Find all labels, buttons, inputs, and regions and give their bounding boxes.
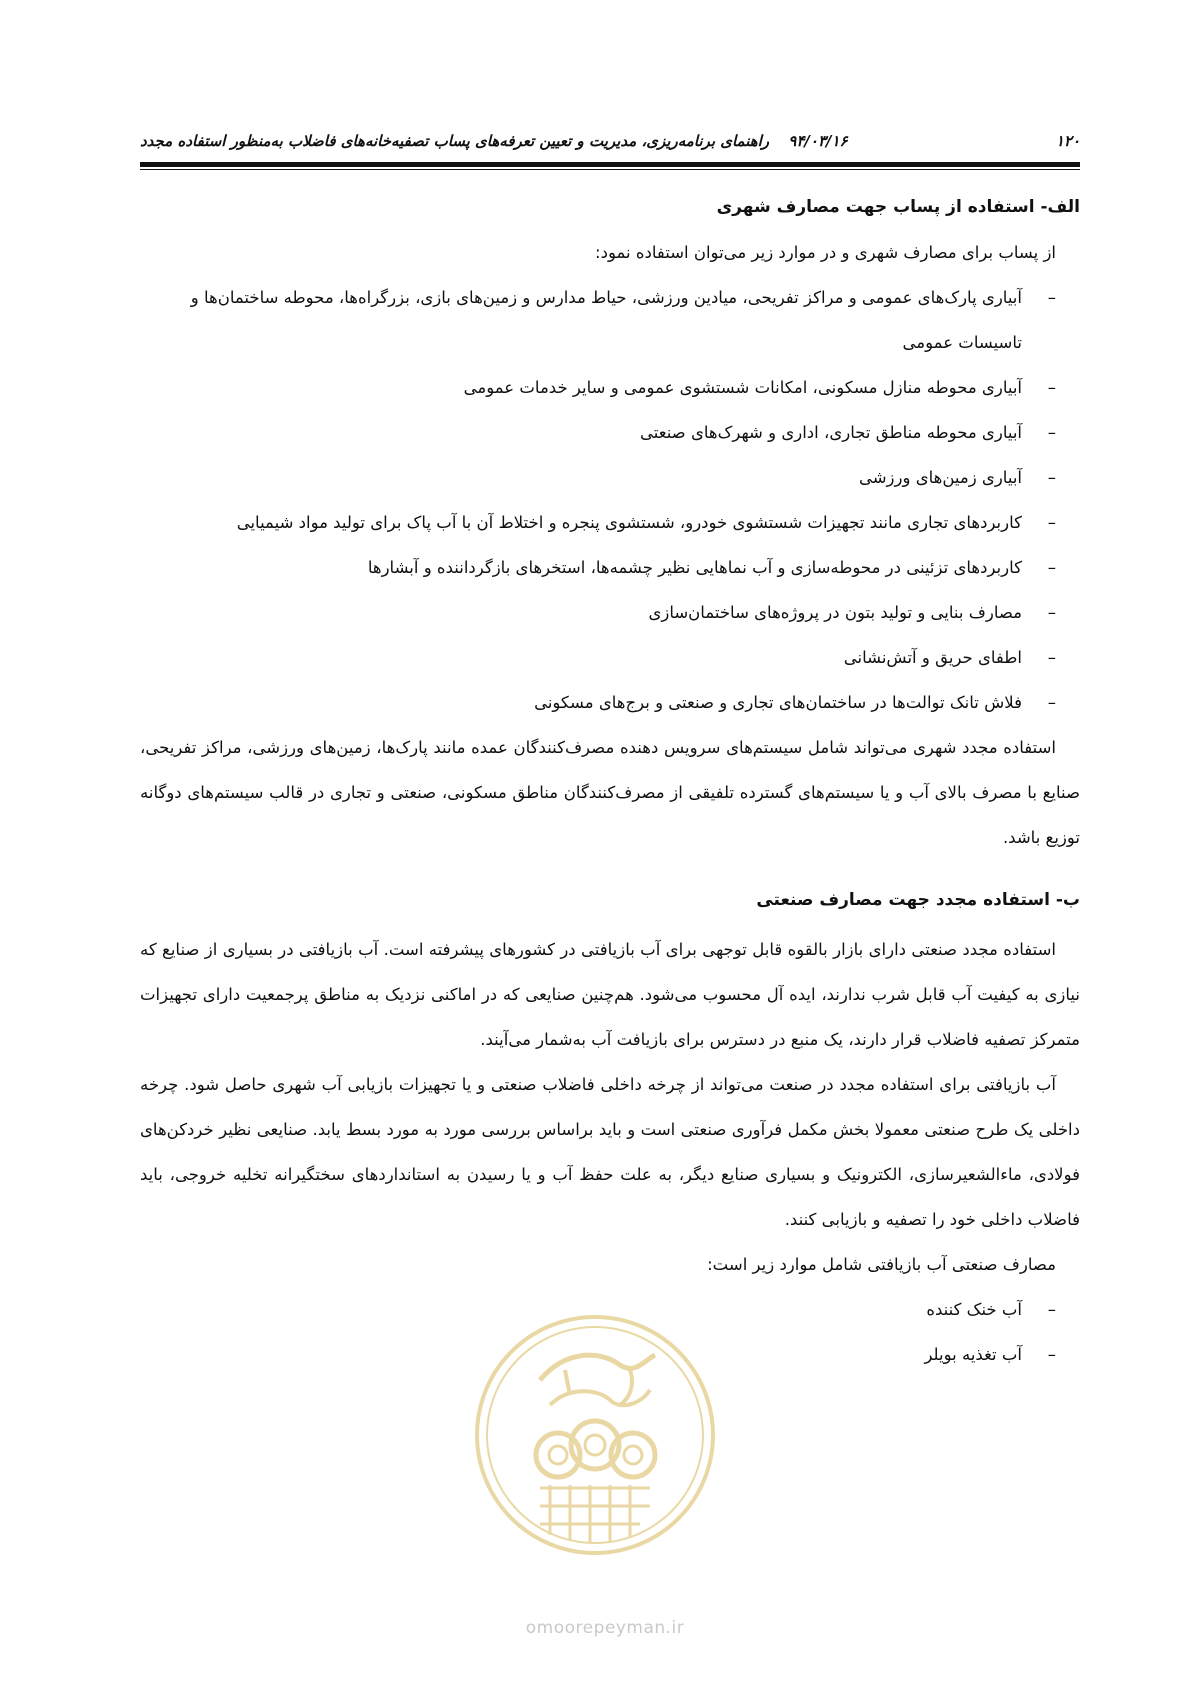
running-title-text: راهنمای برنامه‌ریزی، مدیریت و تعیین تعرفه‌های پساب تصفیه‌خانه‌های فاضلاب به‌منظور استفاده مجدد [140, 132, 770, 150]
bullet-dash: – [1047, 423, 1056, 442]
list-item-text: آبیاری محوطه منازل مسکونی، امکانات شستشوی عمومی و سایر خدمات عمومی [463, 378, 1022, 397]
running-title-date: ۹۴/۰۳/۱۶ [788, 132, 848, 150]
section-b-paragraph-2: آب بازیافتی برای استفاده مجدد در صنعت می‌تواند از چرخه داخلی فاضلاب صنعتی و یا تجهیزات بازیابی آب شهری حاصل شود. چرخه داخلی یک طرح صنعتی معمولا بخش مکمل فرآوری صنعتی است و باید براساس بررسی مورد به مورد بسط یابد. صنایعی نظیر خردکن‌های فولادی، ماءالشعیرسازی، الکترونیک و بسیاری صنایع دیگر، به علت حفظ آب و یا رسیدن به استانداردهای سختگیرانه تخلیه خروجی، باید فاضلاب داخلی خود را تصفیه و بازیابی کنند. [140, 1075, 1080, 1229]
list-item [140, 365, 1080, 410]
page-header [140, 128, 1080, 158]
bullet-dash: – [1047, 693, 1056, 712]
bullet-dash: – [1047, 378, 1056, 397]
bullet-dash: – [1047, 558, 1056, 577]
list-item [140, 680, 1080, 725]
list-item [140, 590, 1080, 635]
list-item [140, 410, 1080, 455]
section-a-intro: از پساب برای مصارف شهری و در موارد زیر می‌توان استفاده نمود: [595, 243, 1056, 262]
list-item-text: کاربردهای تزئینی در محوطه‌سازی و آب نماهایی نظیر چشمه‌ها، استخرهای بازگرداننده و آبشارها [367, 558, 1022, 577]
list-item [140, 545, 1080, 590]
list-item-text: آب تغذیه بویلر [924, 1345, 1022, 1364]
section-a-bullet-list [140, 275, 1080, 725]
section-spacer [140, 860, 1080, 878]
running-title [140, 132, 848, 150]
section-a-paragraph: استفاده مجدد شهری می‌تواند شامل سیستم‌های سرویس دهنده مصرف‌کنندگان عمده مانند پارک‌ها، زمین‌های ورزشی، مراکز تفریحی، صنایع با مصرف بالای آب و یا سیستم‌های گسترده تلفیقی از مصرف‌کنندگان مناطق مسکونی، صنعتی و تجاری در قالب سیستم‌های دوگانه توزیع باشد. [140, 738, 1080, 847]
list-item-text: آبیاری محوطه مناطق تجاری، اداری و شهرک‌های صنعتی [640, 423, 1022, 442]
header-rule-thin [140, 169, 1080, 170]
page-number: ۱۲۰ [1055, 132, 1080, 150]
section-b-paragraph-1: استفاده مجدد صنعتی دارای بازار بالقوه قابل توجهی برای آب بازیافتی در کشورهای پیشرفته است. آب بازیافتی در بسیاری از صنایع که نیازی به کیفیت آب قابل شرب ندارند، ایده آل محسوب می‌شود. هم‌چنین صنایعی که در اماکنی نزدیک به مناطق پرجمعیت دارای تجهیزات متمرکز تصفیه فاضلاب قرار دارند، یک منبع در دسترس برای بازیافت آب به‌شمار می‌آیند. [140, 940, 1080, 1049]
bullet-dash: – [1047, 468, 1056, 487]
section-b-intro: مصارف صنعتی آب بازیافتی شامل موارد زیر است: [707, 1255, 1056, 1274]
watermark-seal-icon [470, 1310, 720, 1560]
list-item-text: کاربردهای تجاری مانند تجهیزات شستشوی خودرو، شستشوی پنجره و اختلاط آن با آب پاک برای تولید مواد شیمیایی [236, 513, 1022, 532]
list-item-text: آب خنک کننده [926, 1300, 1022, 1319]
bullet-dash: – [1047, 513, 1056, 532]
bullet-dash: – [1047, 288, 1056, 307]
list-item [140, 635, 1080, 680]
bullet-dash: – [1047, 1345, 1056, 1364]
list-item-text: فلاش تانک توالت‌ها در ساختمان‌های تجاری و صنعتی و برج‌های مسکونی [534, 693, 1022, 712]
list-item-text: اطفای حریق و آتش‌نشانی [843, 648, 1022, 667]
watermark-url: omoorepeyman.ir [525, 1618, 685, 1638]
list-item [140, 275, 1080, 365]
header-rule-thick [140, 162, 1080, 167]
list-item-text: آبیاری زمین‌های ورزشی [858, 468, 1022, 487]
list-item [140, 500, 1080, 545]
page-content [140, 185, 1080, 1377]
list-item-text: آبیاری پارک‌های عمومی و مراکز تفریحی، میادین ورزشی، حیاط مدارس و زمین‌های بازی، بزرگراه‌ها، محوطه ساختمان‌ها و تاسیسات عمومی [190, 288, 1022, 352]
bullet-dash: – [1047, 648, 1056, 667]
section-b-heading: ب- استفاده مجدد جهت مصارف صنعتی [756, 890, 1080, 910]
section-a-heading: الف- استفاده از پساب جهت مصارف شهری [716, 197, 1080, 217]
list-item-text: مصارف بنایی و تولید بتون در پروژه‌های ساختمان‌سازی [648, 603, 1022, 622]
list-item [140, 455, 1080, 500]
bullet-dash: – [1047, 603, 1056, 622]
bullet-dash: – [1047, 1300, 1056, 1319]
